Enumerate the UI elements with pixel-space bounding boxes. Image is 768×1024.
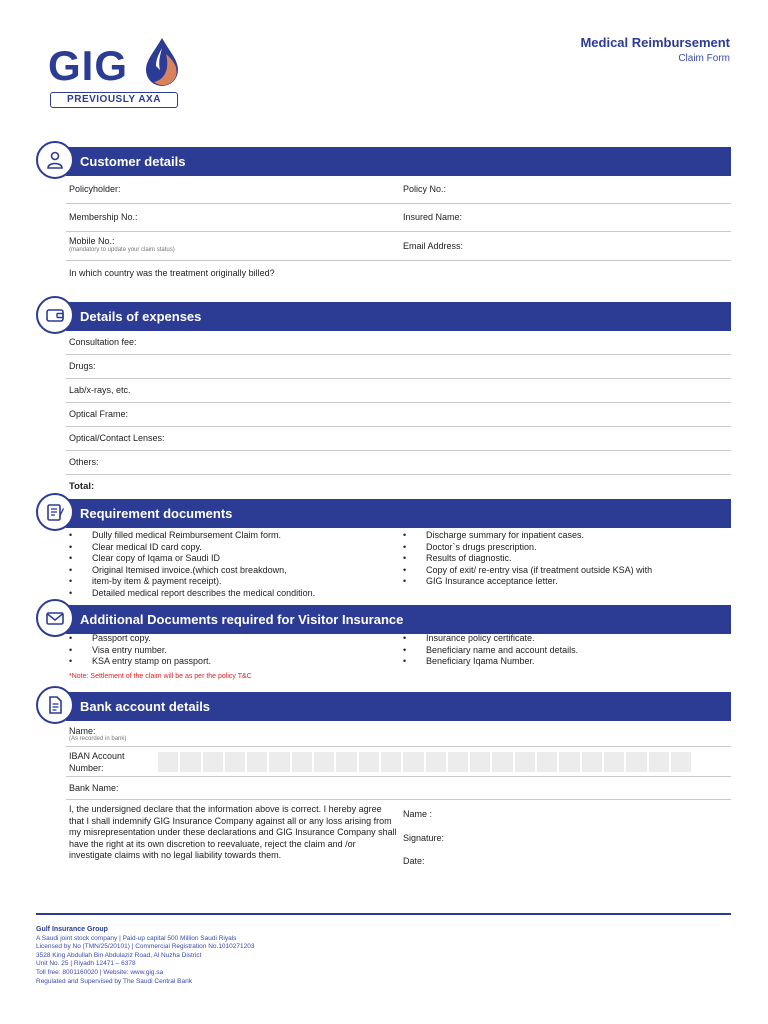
list-item: • Beneficiary name and account details.: [403, 645, 723, 657]
footer-line: Toll free: 8001160020 | Website: www.gig.sa: [36, 968, 164, 976]
expense-total-label: Total:: [69, 481, 95, 492]
iban-label-line1: IBAN Account: [69, 751, 125, 761]
expense-consultation-label: Consultation fee:: [69, 337, 137, 347]
iban-digit-box[interactable]: [269, 752, 289, 772]
mail-icon: [36, 599, 74, 637]
logo-subtitle: PREVIOUSLY AXA: [50, 92, 178, 108]
iban-digit-box[interactable]: [203, 752, 223, 772]
iban-digit-box[interactable]: [426, 752, 446, 772]
mobile-note: (mandatory to update your claim status): [69, 247, 175, 253]
list-item: • KSA entry stamp on passport.: [69, 656, 399, 668]
iban-digit-box[interactable]: [515, 752, 535, 772]
iban-digit-box[interactable]: [671, 752, 691, 772]
iban-digit-box[interactable]: [225, 752, 245, 772]
bank-name-label: Bank Name:: [69, 783, 119, 793]
document-icon: [36, 686, 74, 724]
list-item: • Beneficiary Iqama Number.: [403, 656, 723, 668]
logo-text: GIG: [48, 42, 129, 89]
row-divider: [66, 450, 731, 451]
requirements-list-left: [69, 530, 399, 599]
iban-digit-box[interactable]: [559, 752, 579, 772]
wallet-icon: [36, 296, 74, 334]
document-edit-icon: [36, 493, 74, 531]
expense-lenses-label: Optical/Contact Lenses:: [69, 433, 165, 443]
iban-digit-box[interactable]: [403, 752, 423, 772]
section-header-visitor: Additional Documents required for Visitor Insurance: [66, 605, 731, 634]
policy-no-label: Policy No.:: [403, 184, 447, 194]
drop-icon: [142, 36, 182, 88]
iban-digit-box[interactable]: [492, 752, 512, 772]
section-header-customer: Customer details: [66, 147, 731, 176]
list-item: • GIG Insurance acceptance letter.: [403, 576, 723, 588]
expense-lab-label: Lab/x-rays, etc.: [69, 385, 131, 395]
visitor-list-right: [403, 633, 723, 668]
date-label: Date:: [403, 856, 425, 866]
iban-digit-box[interactable]: [649, 752, 669, 772]
iban-digit-box[interactable]: [470, 752, 490, 772]
list-item: • Doctor`s drugs prescription.: [403, 542, 723, 554]
expense-others-label: Others:: [69, 457, 99, 467]
row-divider: [66, 354, 731, 355]
list-item: • Discharge summary for inpatient cases.: [403, 530, 723, 542]
section-header-bank: Bank account details: [66, 692, 731, 721]
list-item: • Copy of exit/ re-entry visa (if treatment outside KSA) with: [403, 565, 723, 577]
row-divider: [66, 746, 731, 747]
footer-company: Gulf Insurance Group: [36, 926, 108, 933]
row-divider: [66, 378, 731, 379]
expense-drugs-label: Drugs:: [69, 361, 96, 371]
row-divider: [66, 474, 731, 475]
gig-logo: [48, 36, 180, 110]
iban-digit-box[interactable]: [626, 752, 646, 772]
row-divider: [66, 402, 731, 403]
list-item: • Visa entry number.: [69, 645, 399, 657]
footer: [36, 926, 254, 986]
section-header-requirements: Requirement documents: [66, 499, 731, 528]
iban-digit-box[interactable]: [537, 752, 557, 772]
iban-digit-box[interactable]: [448, 752, 468, 772]
iban-digit-box[interactable]: [336, 752, 356, 772]
visitor-list-left: [69, 633, 399, 668]
list-item: • Clear medical ID card copy.: [69, 542, 399, 554]
footer-line: Unit No. 25 | Riyadh 12471 – 6378: [36, 960, 136, 968]
iban-digit-box[interactable]: [292, 752, 312, 772]
row-divider: [66, 231, 731, 232]
membership-no-label: Membership No.:: [69, 212, 138, 222]
row-divider: [66, 776, 731, 777]
user-icon: [36, 141, 74, 179]
iban-digit-box[interactable]: [359, 752, 379, 772]
document-title: Medical Reimbursement: [580, 35, 730, 50]
insured-name-label: Insured Name:: [403, 212, 463, 222]
bank-name-note: (As recorded in bank): [69, 736, 127, 742]
row-divider: [66, 426, 731, 427]
list-item: • Clear copy of Iqama or Saudi ID: [69, 553, 399, 565]
footer-line: Regulated and Supervised by The Saudi Central Bank: [36, 977, 192, 985]
mobile-no-label: Mobile No.:: [69, 236, 115, 246]
policyholder-label: Policyholder:: [69, 184, 121, 194]
bank-name-holder-label: Name:: [69, 726, 96, 736]
footer-line: A Saudi joint stock company | Paid-up capital 500 Million Saudi Riyals: [36, 934, 237, 942]
list-item: • Original Itemised invoice.(which cost breakdown,: [69, 565, 399, 577]
iban-digit-box[interactable]: [381, 752, 401, 772]
list-item: • Insurance policy certificate.: [403, 633, 723, 645]
country-question: In which country was the treatment originally billed?: [69, 268, 275, 278]
iban-digit-box[interactable]: [314, 752, 334, 772]
list-item: • Passport copy.: [69, 633, 399, 645]
settlement-note: *Note: Settlement of the claim will be as per the policy T&C: [69, 673, 252, 680]
iban-digit-box[interactable]: [158, 752, 178, 772]
expense-optical-frame-label: Optical Frame:: [69, 409, 129, 419]
declaration-name-label: Name :: [403, 809, 433, 819]
list-item: • Dully filled medical Reimbursement Claim form.: [69, 530, 399, 542]
iban-label-line2: Number:: [69, 763, 104, 773]
section-header-expenses: Details of expenses: [66, 302, 731, 331]
iban-digit-box[interactable]: [604, 752, 624, 772]
row-divider: [66, 260, 731, 261]
signature-label: Signature:: [403, 833, 445, 843]
footer-line: 3528 King Abdullah Bin Abdulaziz Road, Al Nuzha District: [36, 951, 202, 959]
declaration-text: I, the undersigned declare that the information above is correct. I hereby agree that I shall indemnify GIG Insurance Company against all or any loss arising from my misrepresentation under these declarations and GIG Insurance Company shall have the right at its own discretion to reevaluate, reject the claim and /or investigate claims with no legal liability towards them.: [69, 804, 397, 861]
list-item: • Detailed medical report describes the medical condition.: [69, 588, 399, 600]
row-divider: [66, 799, 731, 800]
document-subtitle: Claim Form: [678, 53, 730, 64]
footer-divider: [36, 913, 731, 915]
list-item: • Results of diagnostic.: [403, 553, 723, 565]
list-item: • item-by item & payment receipt).: [69, 576, 399, 588]
requirements-list-right: [403, 530, 723, 588]
iban-digit-box[interactable]: [247, 752, 267, 772]
iban-input-boxes[interactable]: [158, 752, 691, 772]
iban-digit-box[interactable]: [582, 752, 602, 772]
email-label: Email Address:: [403, 241, 464, 251]
row-divider: [66, 203, 731, 204]
iban-digit-box[interactable]: [180, 752, 200, 772]
footer-line: Licensed by No (TMN/25/20101) | Commercial Registration No.1010271203: [36, 943, 255, 951]
